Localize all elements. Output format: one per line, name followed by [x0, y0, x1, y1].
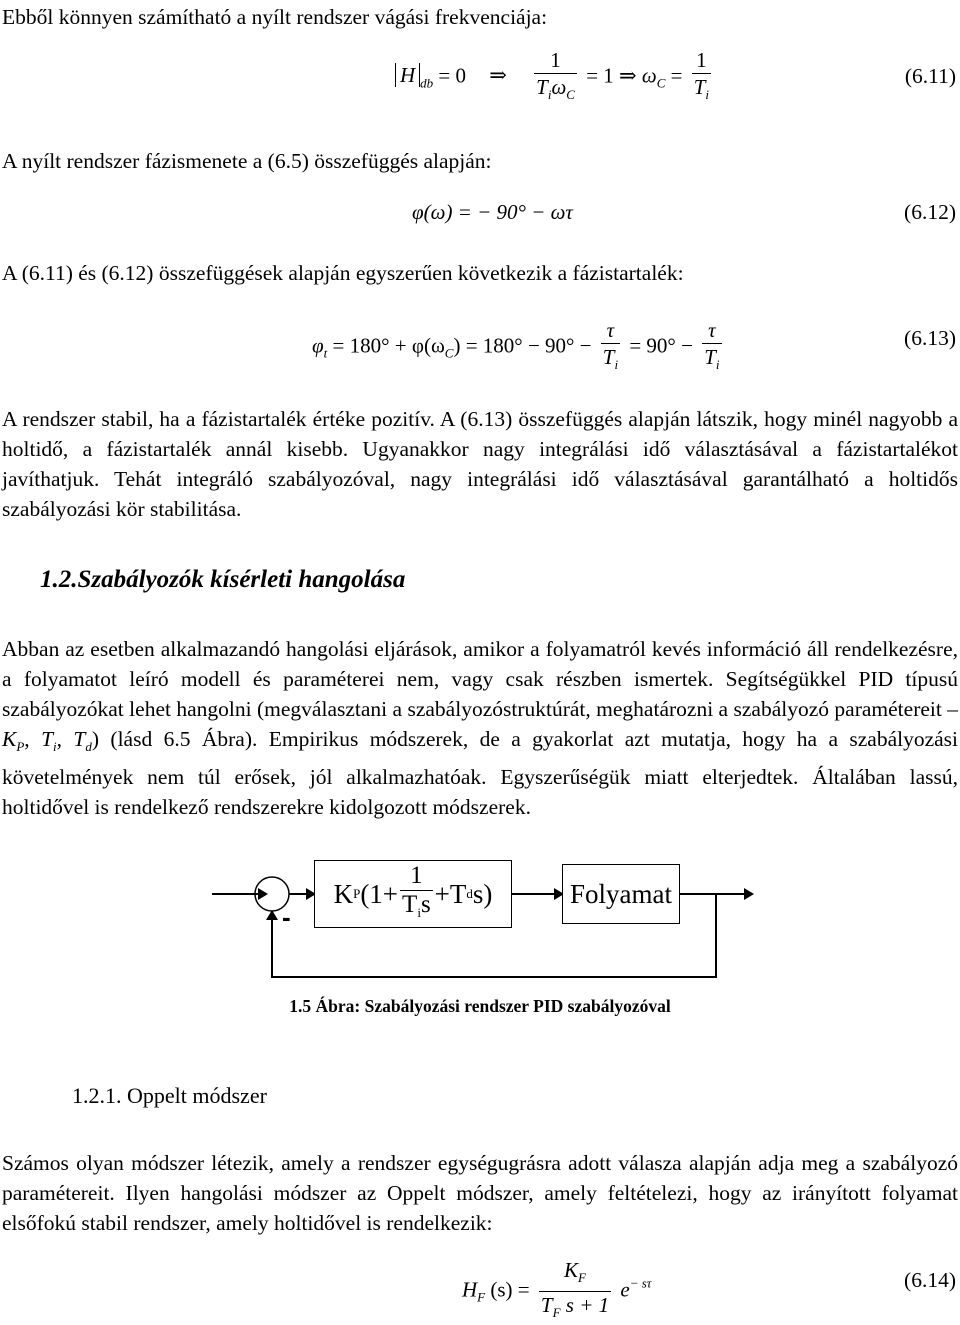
paragraph-tuning: Abban az esetben alkalmazandó hangolási eljárások, amikor a folyamatról kevés információ áll rendelkezésre, a folyamatot leíró modell és paraméterei nem, vagy csak részben ismertek. Segítségükkel PID típusú szabályozókat lehet hangolni (megválasztani a szabályozóstruktúrát, meghatározni a szabályozó paramétereit – $K_P$, $T_i$, $T_d$) (lásd 6.5 Ábra). Empirikus módszerek, de a gyakorlat azt mutatja, hogy ha a szabályozási követelmények nem túl erősek, jól alkalmazhatóak. Egyszerűségük miatt elterjedtek. Általában lassú, holtidővel is rendelkező rendszerekre kidolgozott módszerek. — [2, 637, 959, 819]
db-subscript: db — [420, 75, 434, 91]
Td-symbol: $T_d$ — [73, 727, 92, 754]
numerator-tau-b: τ — [702, 318, 721, 344]
numerator-one-b: 1 — [692, 48, 711, 74]
equation-number-6-11: (6.11) — [904, 64, 956, 88]
feedback-horizontal — [271, 976, 717, 978]
fraction-KF — [539, 1258, 611, 1325]
denominator-Ti-omegaC: $T_i\omega_C$ — [536, 75, 575, 102]
abs-H: H — [395, 63, 420, 87]
output-arrow-head — [744, 888, 754, 900]
eq613-part3: = 90° − — [629, 333, 693, 358]
implies-arrow-2: ⇒ — [619, 63, 637, 88]
margin-line: A (6.11) és (6.12) összefüggések alapján egyszerűen következik a fázistartalék: — [2, 261, 684, 285]
equation-6-12: φ(ω) = − 90° − ωτ — [412, 200, 573, 224]
equation-6-13 — [312, 318, 726, 377]
phase-line: A nyílt rendszer fázismenete a (6.5) összefüggés alapján: — [2, 149, 492, 173]
control-line — [512, 893, 558, 895]
intro-line: Ebből könnyen számítható a nyílt rendszer vágási frekvenciája: — [2, 5, 548, 29]
section-title: 1.2.Szabályozók kísérleti hangolása — [40, 566, 406, 593]
denominator-TFs1: $T_F$ s + 1 — [540, 1293, 610, 1320]
Ti-symbol: $T_i$ — [41, 727, 57, 754]
input-arrow-head — [258, 888, 268, 900]
C-subscript-613: C — [444, 345, 454, 361]
implies-arrow: ⇒ — [489, 63, 507, 88]
fraction-tau-Ti-b — [702, 318, 721, 377]
equation-number-6-13: (6.13) — [904, 326, 956, 350]
feedback-vertical-right — [715, 893, 717, 977]
phi-symbol: φ — [312, 333, 324, 358]
denominator-Ti: $T_i$ — [693, 75, 710, 102]
eq-one: = 1 — [586, 63, 614, 88]
minus-sign: - — [282, 902, 291, 932]
KP-symbol: $K_P$ — [2, 727, 25, 754]
feedback-arrow-head — [266, 910, 278, 920]
denominator-Ti-613: $T_i$ — [602, 345, 619, 372]
omega-symbol: ω — [641, 63, 657, 88]
eq613-part1: = 180° + φ(ω — [332, 333, 445, 358]
pid-fraction: $\frac{1}{T_is}$ — [402, 861, 431, 920]
equation-6-14: $H_F$ (s) = $\frac{K_F}{T_F s + 1}$ $e^{- s\tau}$ — [462, 1258, 651, 1325]
paragraph-oppelt: Számos olyan módszer létezik, amely a rendszer egységugrásra adott válasza alapján adja meg a szabályozó paramétereit. Ilyen hangolási módszer az Oppelt módszer, amely feltételezi, hogy az irányított folyamat elsőfokú stabil rendszer, amely holtidővel is rendelkezik: — [2, 1151, 958, 1235]
paragraph-stability: A rendszer stabil, ha a fázistartalék értéke pozitív. A (6.13) összefüggés alapján látszik, hogy minél nagyobb a holtidő, a fázistartalék annál kisebb. Ugyanakkor nagy integrálási idő választásával a fázistartalékot javíthatjuk. Tehát integráló szabályozóval, nagy integrálási idő választásával garantálható a holtidős szabályozási kör stabilitása. — [2, 407, 958, 521]
subsection-title: 1.2.1. Oppelt módszer — [72, 1083, 267, 1108]
feedback-vertical-left — [271, 912, 273, 977]
equation-number-6-12: (6.12) — [904, 200, 956, 224]
fraction-1-Ti-omegaC — [534, 48, 577, 107]
eq613-part2: ) = 180° − 90° − — [453, 333, 592, 358]
figure-caption: 1.5 Ábra: Szabályozási rendszer PID szabályozóval — [289, 996, 671, 1016]
pid-controller-block: K P (1+ $\frac{1}{T_is}$ +T d s) — [314, 860, 512, 928]
output-line — [680, 893, 748, 895]
denominator-Ti-613-b: $T_i$ — [704, 345, 720, 372]
t-subscript: t — [323, 345, 328, 361]
numerator-one: 1 — [534, 48, 577, 74]
eq-zero: = 0 — [438, 63, 467, 88]
equals-sign: = — [670, 63, 683, 88]
input-line — [212, 893, 264, 895]
equation-number-6-14: (6.14) — [904, 1268, 956, 1292]
equation-6-11 — [395, 48, 715, 107]
C-subscript: C — [656, 75, 666, 91]
fraction-1-Ti — [692, 48, 711, 107]
process-block: Folyamat — [562, 864, 680, 924]
numerator-tau: τ — [601, 318, 620, 344]
numerator-KF: $K_F$ — [539, 1258, 611, 1292]
fraction-tau-Ti — [601, 318, 620, 377]
